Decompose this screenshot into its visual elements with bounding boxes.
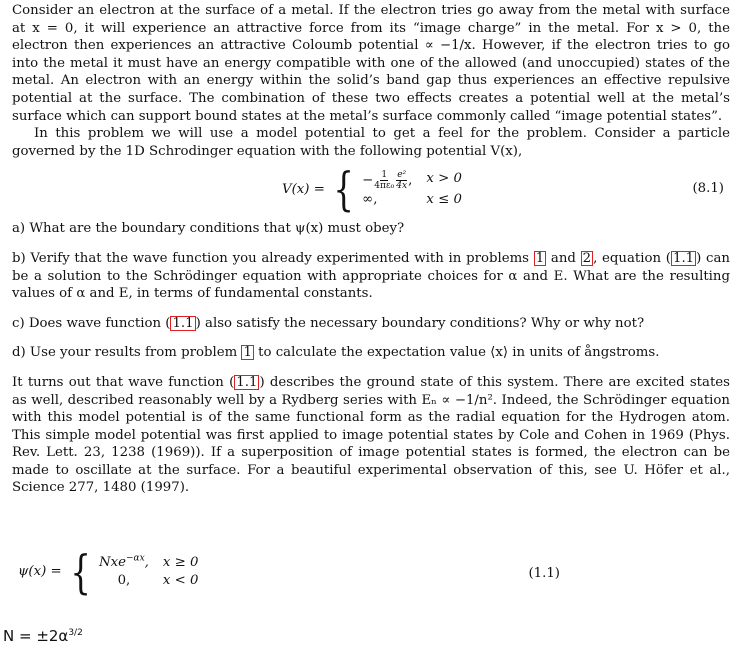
intro-paragraph: Consider an electron at the surface of a metal. If the electron tries go away from the metal with surface at x = 0, it will experience an attractive force from its “image charge” in the metal. For x > 0, the electron then experiences an attractive Coloumb potential ∝ −1/x. However, if the electron tries to go into the metal it must have an energy compatible with one of the allowed (and unoccupied) states of the metal. An electron with an energy within the solid’s band gap thus experiences an effective repulsive potential at the surface. The combination of these two effects creates a potential well at the metal’s surface which can support bound states at the metal’s surface commonly called “image potential states”. bbox=[12, 3, 730, 124]
equation-8-1 bbox=[12, 160, 730, 220]
equation-cases bbox=[99, 554, 199, 589]
left-brace: { bbox=[333, 162, 354, 217]
question-a: a) What are the boundary conditions that ψ(x) must obey? bbox=[12, 221, 405, 237]
problem-ref-1[interactable]: 1 bbox=[535, 250, 545, 266]
case1-expression: Nxe$^{-\alpha x}$, bbox=[98, 554, 149, 571]
equation-lhs: V(x) = bbox=[282, 181, 325, 197]
closing-paragraph: It turns out that wave function ( 1.1 ) describes the ground state of this system. There are excited states as well, described reasonably well by a Rydberg series with Eₙ ∝ −1/n². Indeed, the Schrödinger equation with this model potential is of the same functional form as the radial equation for the Hydrogen atom. This simple model potential was first applied to image potential states by Cole and Cohen in 1969 (Phys. Rev. Lett. 23, 1238 (1969)). If a superposition of image potential states is formed, the electron can be made to oscillate at the surface. For a beautiful experimental observation of this, see U. Höfer et al., Science 277, 1480 (1997). bbox=[12, 374, 730, 496]
equation-1-1 bbox=[12, 545, 730, 609]
case1-expression: − $\frac{1}{\text{4πε₀}}$ $\frac{\text{e²}}{4x}$ , bbox=[362, 170, 413, 192]
equation-number: (1.1) bbox=[528, 566, 560, 582]
case2-condition: x ≤ 0 bbox=[426, 192, 462, 208]
question-d: d) Use your results from problem 1 to calculate the expectation value ⟨x⟩ in units of ångstroms. bbox=[12, 345, 660, 361]
problem-ref-1[interactable]: 1 bbox=[243, 345, 252, 361]
equation-ref-1-1[interactable]: 1.1 bbox=[172, 315, 194, 331]
equation-cases bbox=[362, 170, 462, 209]
fraction-2: $\frac{\text{e²}}{4x}$ bbox=[396, 170, 408, 192]
normalization-constant: $N = \pm 2\alpha^{3/2}$ bbox=[3, 627, 83, 645]
problem-ref-2[interactable]: 2 bbox=[582, 250, 592, 266]
model-paragraph: In this problem we will use a model potential to get a feel for the problem. Consider a particle governed by the 1D Schrodinger equation with the following potential V(x), bbox=[12, 126, 730, 159]
equation-ref-1-1[interactable]: 1.1 bbox=[673, 250, 695, 266]
question-b: b) Verify that the wave function you already experimented with in problems 1 and 2 , equation ( 1.1 ) can be a solution to the Schrödinger equation with appropriate choices for α and E. What are the resulting values of α and E, in terms of fundamental constants. bbox=[12, 250, 730, 302]
fraction-1: $\frac{1}{\text{4πε₀}}$ bbox=[374, 170, 395, 192]
left-brace: { bbox=[70, 545, 91, 600]
document-page bbox=[12, 2, 730, 609]
equation-lhs: ψ(x) = bbox=[18, 564, 62, 580]
case2-condition: x < 0 bbox=[162, 573, 199, 589]
case1-condition: x > 0 bbox=[426, 171, 462, 187]
question-c: c) Does wave function ( 1.1 ) also satisfy the necessary boundary conditions? Why or why not? bbox=[12, 315, 645, 331]
equation-number: (8.1) bbox=[692, 181, 724, 197]
equation-ref-1-1[interactable]: 1.1 bbox=[236, 374, 258, 390]
case2-expression: 0, bbox=[117, 573, 131, 589]
case2-expression: ∞, bbox=[362, 192, 378, 208]
case1-condition: x ≥ 0 bbox=[162, 555, 199, 571]
